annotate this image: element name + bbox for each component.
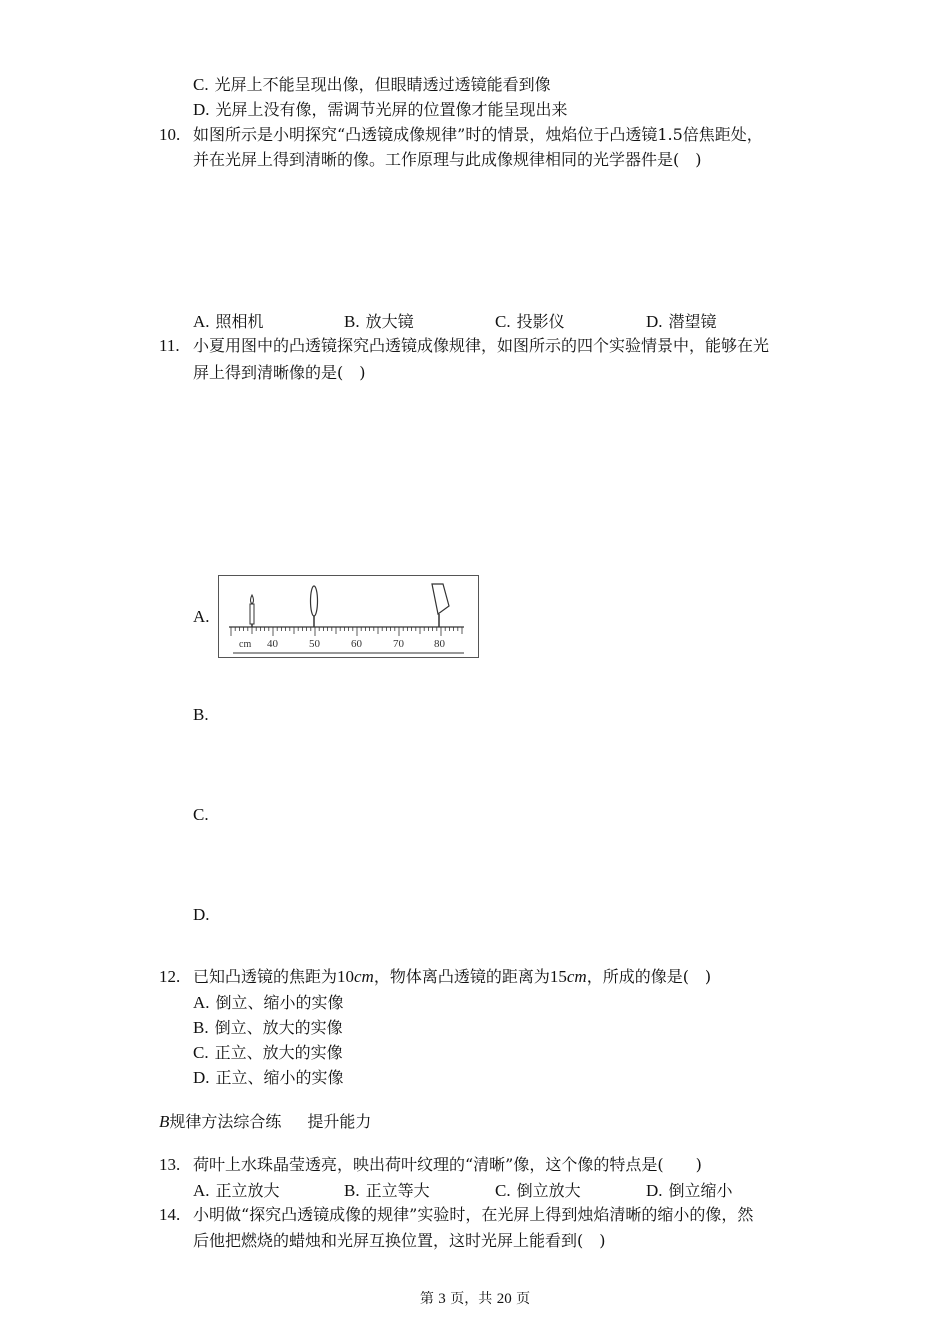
lens-icon: [311, 586, 318, 627]
option-letter: D.: [193, 100, 210, 119]
q12-option-b: [193, 1017, 343, 1039]
q13-option-a: [193, 1180, 280, 1202]
option-text: 潜望镜: [668, 312, 717, 331]
footer-prefix: 第: [419, 1291, 434, 1307]
q12-unit2: cm: [566, 967, 587, 986]
option-text: 投影仪: [516, 312, 565, 331]
q12-option-a: [193, 992, 344, 1014]
footer-page-number: 3: [438, 1291, 446, 1307]
q10-option-b: [344, 311, 414, 333]
footer-suffix: 页: [516, 1291, 531, 1307]
q13-stem: 荷叶上水珠晶莹透亮，映出荷叶纹理的“清晰”像，这个像的特点是( ): [193, 1155, 702, 1174]
q12-stem: [193, 966, 711, 988]
option-letter: A.: [193, 312, 210, 331]
q13-option-b: [344, 1180, 430, 1202]
q12-option-d: [193, 1067, 344, 1089]
q13-option-c: [495, 1180, 581, 1202]
option-text: 倒立、缩小的实像: [215, 993, 344, 1012]
q12-text-after: ，所成的像是( ): [586, 967, 712, 986]
q11-stem-line2: 屏上得到清晰像的是( ): [193, 363, 366, 382]
option-text: 正立、放大的实像: [214, 1043, 343, 1062]
q12-text-before: 已知凸透镜的焦距为: [193, 967, 338, 986]
option-text: 正立、缩小的实像: [215, 1068, 344, 1087]
q10-number: 10.: [159, 125, 181, 144]
option-letter: A.: [193, 993, 210, 1012]
footer-middle: 页，共: [450, 1291, 493, 1307]
q14-number: 14.: [159, 1205, 181, 1224]
q14-stem-line1: 小明做“探究凸透镜成像的规律”实验时，在光屏上得到烛焰清晰的缩小的像，然: [193, 1205, 754, 1224]
q13-number: 13.: [159, 1155, 181, 1174]
option-text: 倒立、放大的实像: [214, 1018, 343, 1037]
section-heading: [159, 1111, 371, 1133]
footer-total-pages: 20: [496, 1291, 512, 1307]
option-letter: C.: [193, 1043, 209, 1062]
q12-number: 12.: [159, 967, 181, 986]
q11-option-a-letter: A.: [193, 607, 210, 626]
q11-option-d-letter: D.: [193, 905, 210, 924]
q10-option-c: [495, 311, 565, 333]
page-footer: [0, 1288, 950, 1308]
option-letter: A.: [193, 1181, 210, 1200]
candle-icon: [250, 595, 254, 627]
option-text: 放大镜: [365, 312, 414, 331]
screen-icon: [432, 584, 449, 627]
option-letter: D.: [193, 1068, 210, 1087]
option-text: 倒立缩小: [668, 1181, 733, 1200]
ruler-tick-label: 50: [309, 638, 320, 650]
ruler-ticks: [231, 627, 462, 636]
q10-stem-line2: 并在光屏上得到清晰的像。工作原理与此成像规律相同的光学器件是( ): [193, 150, 702, 169]
q12-option-c: [193, 1042, 343, 1064]
option-text: 照相机: [215, 312, 264, 331]
ruler-tick-label: 40: [267, 638, 278, 650]
option-letter: D.: [646, 1181, 663, 1200]
option-letter: B.: [344, 312, 360, 331]
option-text: 正立放大: [215, 1181, 280, 1200]
q12-text-middle: ，物体离凸透镜的距离为: [373, 967, 550, 986]
option-letter: C.: [193, 75, 209, 94]
ruler-tick-label: 60: [351, 638, 362, 650]
q13-option-d: [646, 1180, 733, 1202]
q9-option-d: [193, 99, 568, 121]
section-letter: B: [159, 1112, 170, 1131]
q10-option-a: [193, 311, 264, 333]
q9-option-c: [193, 74, 551, 96]
option-text: 倒立放大: [516, 1181, 581, 1200]
option-text: 正立等大: [365, 1181, 430, 1200]
q12-value2: 15: [549, 967, 567, 986]
optical-bench-diagram: [219, 576, 478, 657]
option-letter: B.: [344, 1181, 360, 1200]
q10-stem-line1: 如图所示是小明探究“凸透镜成像规律”时的情景，烛焰位于凸透镜1.5倍焦距处，: [193, 125, 763, 144]
q11-stem-line1: 小夏用图中的凸透镜探究凸透镜成像规律，如图所示的四个实验情景中，能够在光: [193, 336, 770, 355]
option-letter: C.: [495, 1181, 511, 1200]
option-letter: C.: [495, 312, 511, 331]
section-subtitle: 提升能力: [307, 1112, 372, 1131]
q12-value1: 10: [337, 967, 355, 986]
option-letter: B.: [193, 1018, 209, 1037]
section-title: 规律方法综合练: [169, 1112, 282, 1131]
ruler-tick-label: 80: [434, 638, 445, 650]
option-letter: D.: [646, 312, 663, 331]
option-text: 光屏上没有像，需调节光屏的位置像才能呈现出来: [215, 100, 568, 119]
q14-stem-line2: 后他把燃烧的蜡烛和光屏互换位置，这时光屏上能看到( ): [193, 1231, 606, 1250]
q10-option-d: [646, 311, 717, 333]
ruler-tick-label: 70: [393, 638, 404, 650]
q11-option-c-letter: C.: [193, 805, 209, 824]
q11-option-b-letter: B.: [193, 705, 209, 724]
ruler-unit-label: cm: [239, 639, 252, 650]
q11-number: 11.: [159, 336, 180, 355]
optical-bench-figure: [218, 575, 479, 658]
q12-unit1: cm: [354, 967, 374, 986]
option-text: 光屏上不能呈现出像，但眼睛透过透镜能看到像: [214, 75, 551, 94]
